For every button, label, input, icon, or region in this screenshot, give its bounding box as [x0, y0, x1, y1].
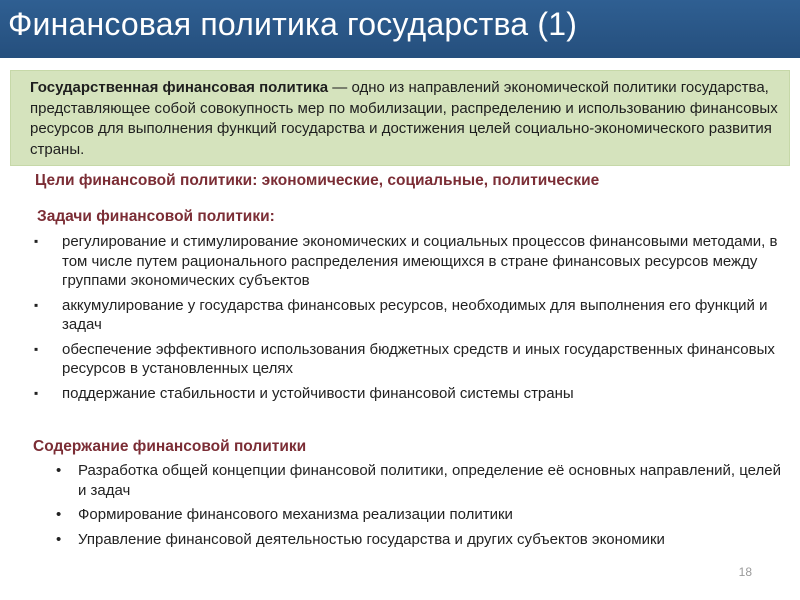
square-bullet-icon: ▪	[34, 385, 39, 400]
list-item-text: Управление финансовой деятельностью государства и других субъектов экономики	[78, 530, 665, 548]
content-heading: Содержание финансовой политики	[33, 438, 307, 455]
list-item-text: аккумулирование у государства финансовых ресурсов, необходимых для выполнения его функций и задач	[62, 296, 768, 333]
tasks-heading: Задачи финансовой политики:	[37, 208, 275, 225]
list-item	[56, 530, 786, 550]
list-item-text: Формирование финансового механизма реализации политики	[78, 506, 513, 523]
definition-box	[10, 70, 790, 166]
definition-text	[30, 78, 780, 160]
square-bullet-icon: ▪	[34, 234, 39, 248]
list-item	[30, 232, 790, 291]
content-list	[56, 461, 786, 554]
square-bullet-icon: ▪	[34, 297, 39, 312]
list-item-text: Разработка общей концепции финансовой политики, определение её основных направлений, целей и задач	[78, 462, 781, 499]
list-item-text: поддержание стабильности и устойчивости финансовой системы страны	[62, 384, 574, 402]
title-bar	[0, 0, 800, 58]
list-item	[30, 384, 790, 404]
list-item-text: обеспечение эффективного использования бюджетных средств и иных государственных финансовых ресурсов в установленных целях	[62, 340, 775, 377]
definition-term: Государственная финансовая политика	[30, 79, 329, 96]
dot-bullet-icon: •	[56, 530, 62, 548]
square-bullet-icon: ▪	[34, 341, 39, 356]
list-item-text: регулирование и стимулирование экономических и социальных процессов финансовыми методами, в том числе путем рационального распределения имеющихся в стране финансовых ресурсов между группами экономических субъектов	[62, 233, 778, 289]
list-item	[30, 340, 790, 379]
list-item	[56, 505, 786, 525]
slide-title: Финансовая политика государства (1)	[8, 6, 578, 42]
tasks-list	[30, 232, 790, 408]
list-item	[30, 296, 790, 335]
list-item	[56, 461, 786, 500]
goals-line: Цели финансовой политики: экономические, социальные, политические	[35, 172, 600, 189]
dot-bullet-icon: •	[56, 462, 62, 479]
page-number: 18	[738, 565, 752, 579]
dot-bullet-icon: •	[56, 506, 62, 523]
definition-body: — одно из направлений экономической политики государства, представляющее собой совокупность мер по мобилизации, распределению и использованию финансовых ресурсов для выполнения функций государства и достижения целей социально-экономического развития страны.	[30, 79, 778, 158]
